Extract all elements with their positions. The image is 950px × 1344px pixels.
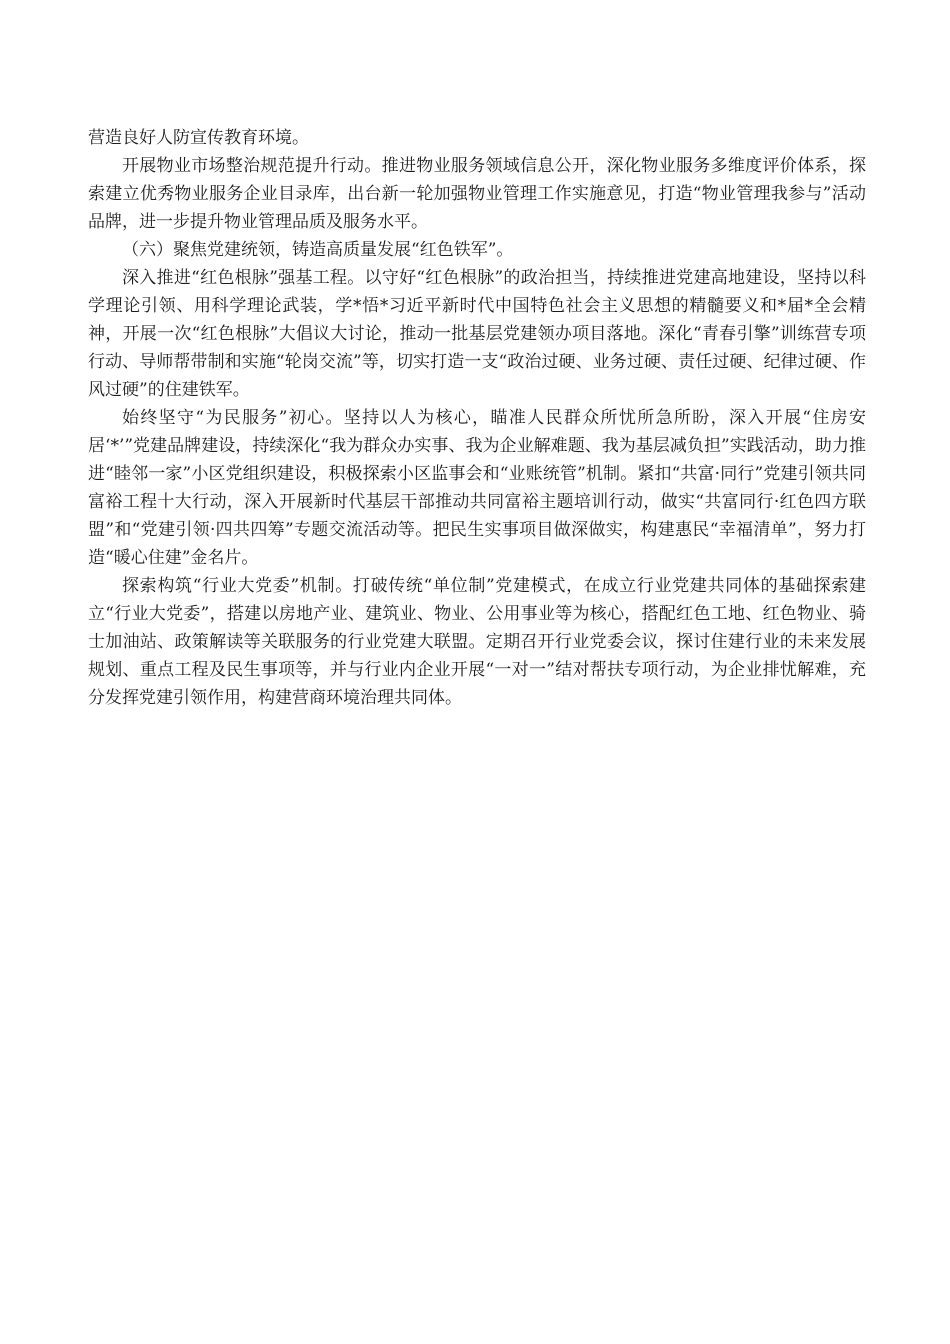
paragraph-continuation: 营造良好人防宣传教育环境。 (88, 128, 309, 148)
paragraph-red-roots: 深入推进“红色根脉”强基工程。以守好“红色根脉”的政治担当，持续推进党建高地建设，坚持以科学理论引领、用科学理论武装，学*悟*习近平新时代中国特色社会主义思想的精髓要义和*届*全会精神，开展一次“红色根脉”大倡议大讨论，推动一批基层党建领办项目落地。深化“青春引擎”训练营专项行动、导师帮带制和实施“轮岗交流”等，切实打造一支“政治过硬、业务过硬、责任过硬、纪律过硬、作风过硬”的住建铁军。 (88, 268, 866, 400)
document-body (88, 124, 866, 712)
section-heading-six: （六）聚焦党建统领，铸造高质量发展“红色铁军”。 (122, 240, 514, 260)
paragraph-industry-party-committee: 探索构筑“行业大党委”机制。打破传统“单位制”党建模式，在成立行业党建共同体的基础探索建立“行业大党委”，搭建以房地产业、建筑业、物业、公用事业等为核心，搭配红色工地、红色物业、骑士加油站、政策解读等关联服务的行业党建大联盟。定期召开行业党委会议，探讨住建行业的未来发展规划、重点工程及民生事项等，并与行业内企业开展“一对一”结对帮扶专项行动，为企业排忧解难，充分发挥党建引领作用，构建营商环境治理共同体。 (88, 576, 866, 708)
paragraph-property-management: 开展物业市场整治规范提升行动。推进物业服务领域信息公开，深化物业服务多维度评价体系，探索建立优秀物业服务企业目录库，出台新一轮加强物业管理工作实施意见，打造“物业管理我参与”活动品牌，进一步提升物业管理品质及服务水平。 (88, 156, 866, 232)
paragraph-serve-people: 始终坚守“为民服务”初心。坚持以人为核心，瞄准人民群众所忧所急所盼，深入开展“住房安居‘*’”党建品牌建设，持续深化“我为群众办实事、我为企业解难题、我为基层减负担”实践活动，助力推进“睦邻一家”小区党组织建设，积极探索小区监事会和“业账统管”机制。紧扣“共富·同行”党建引领共同富裕工程十大行动，深入开展新时代基层干部推动共同富裕主题培训行动，做实“共富同行·红色四方联盟”和“党建引领·四共四筹”专题交流活动等。把民生实事项目做深做实，构建惠民“幸福清单”，努力打造“暖心住建”金名片。 (88, 408, 866, 568)
